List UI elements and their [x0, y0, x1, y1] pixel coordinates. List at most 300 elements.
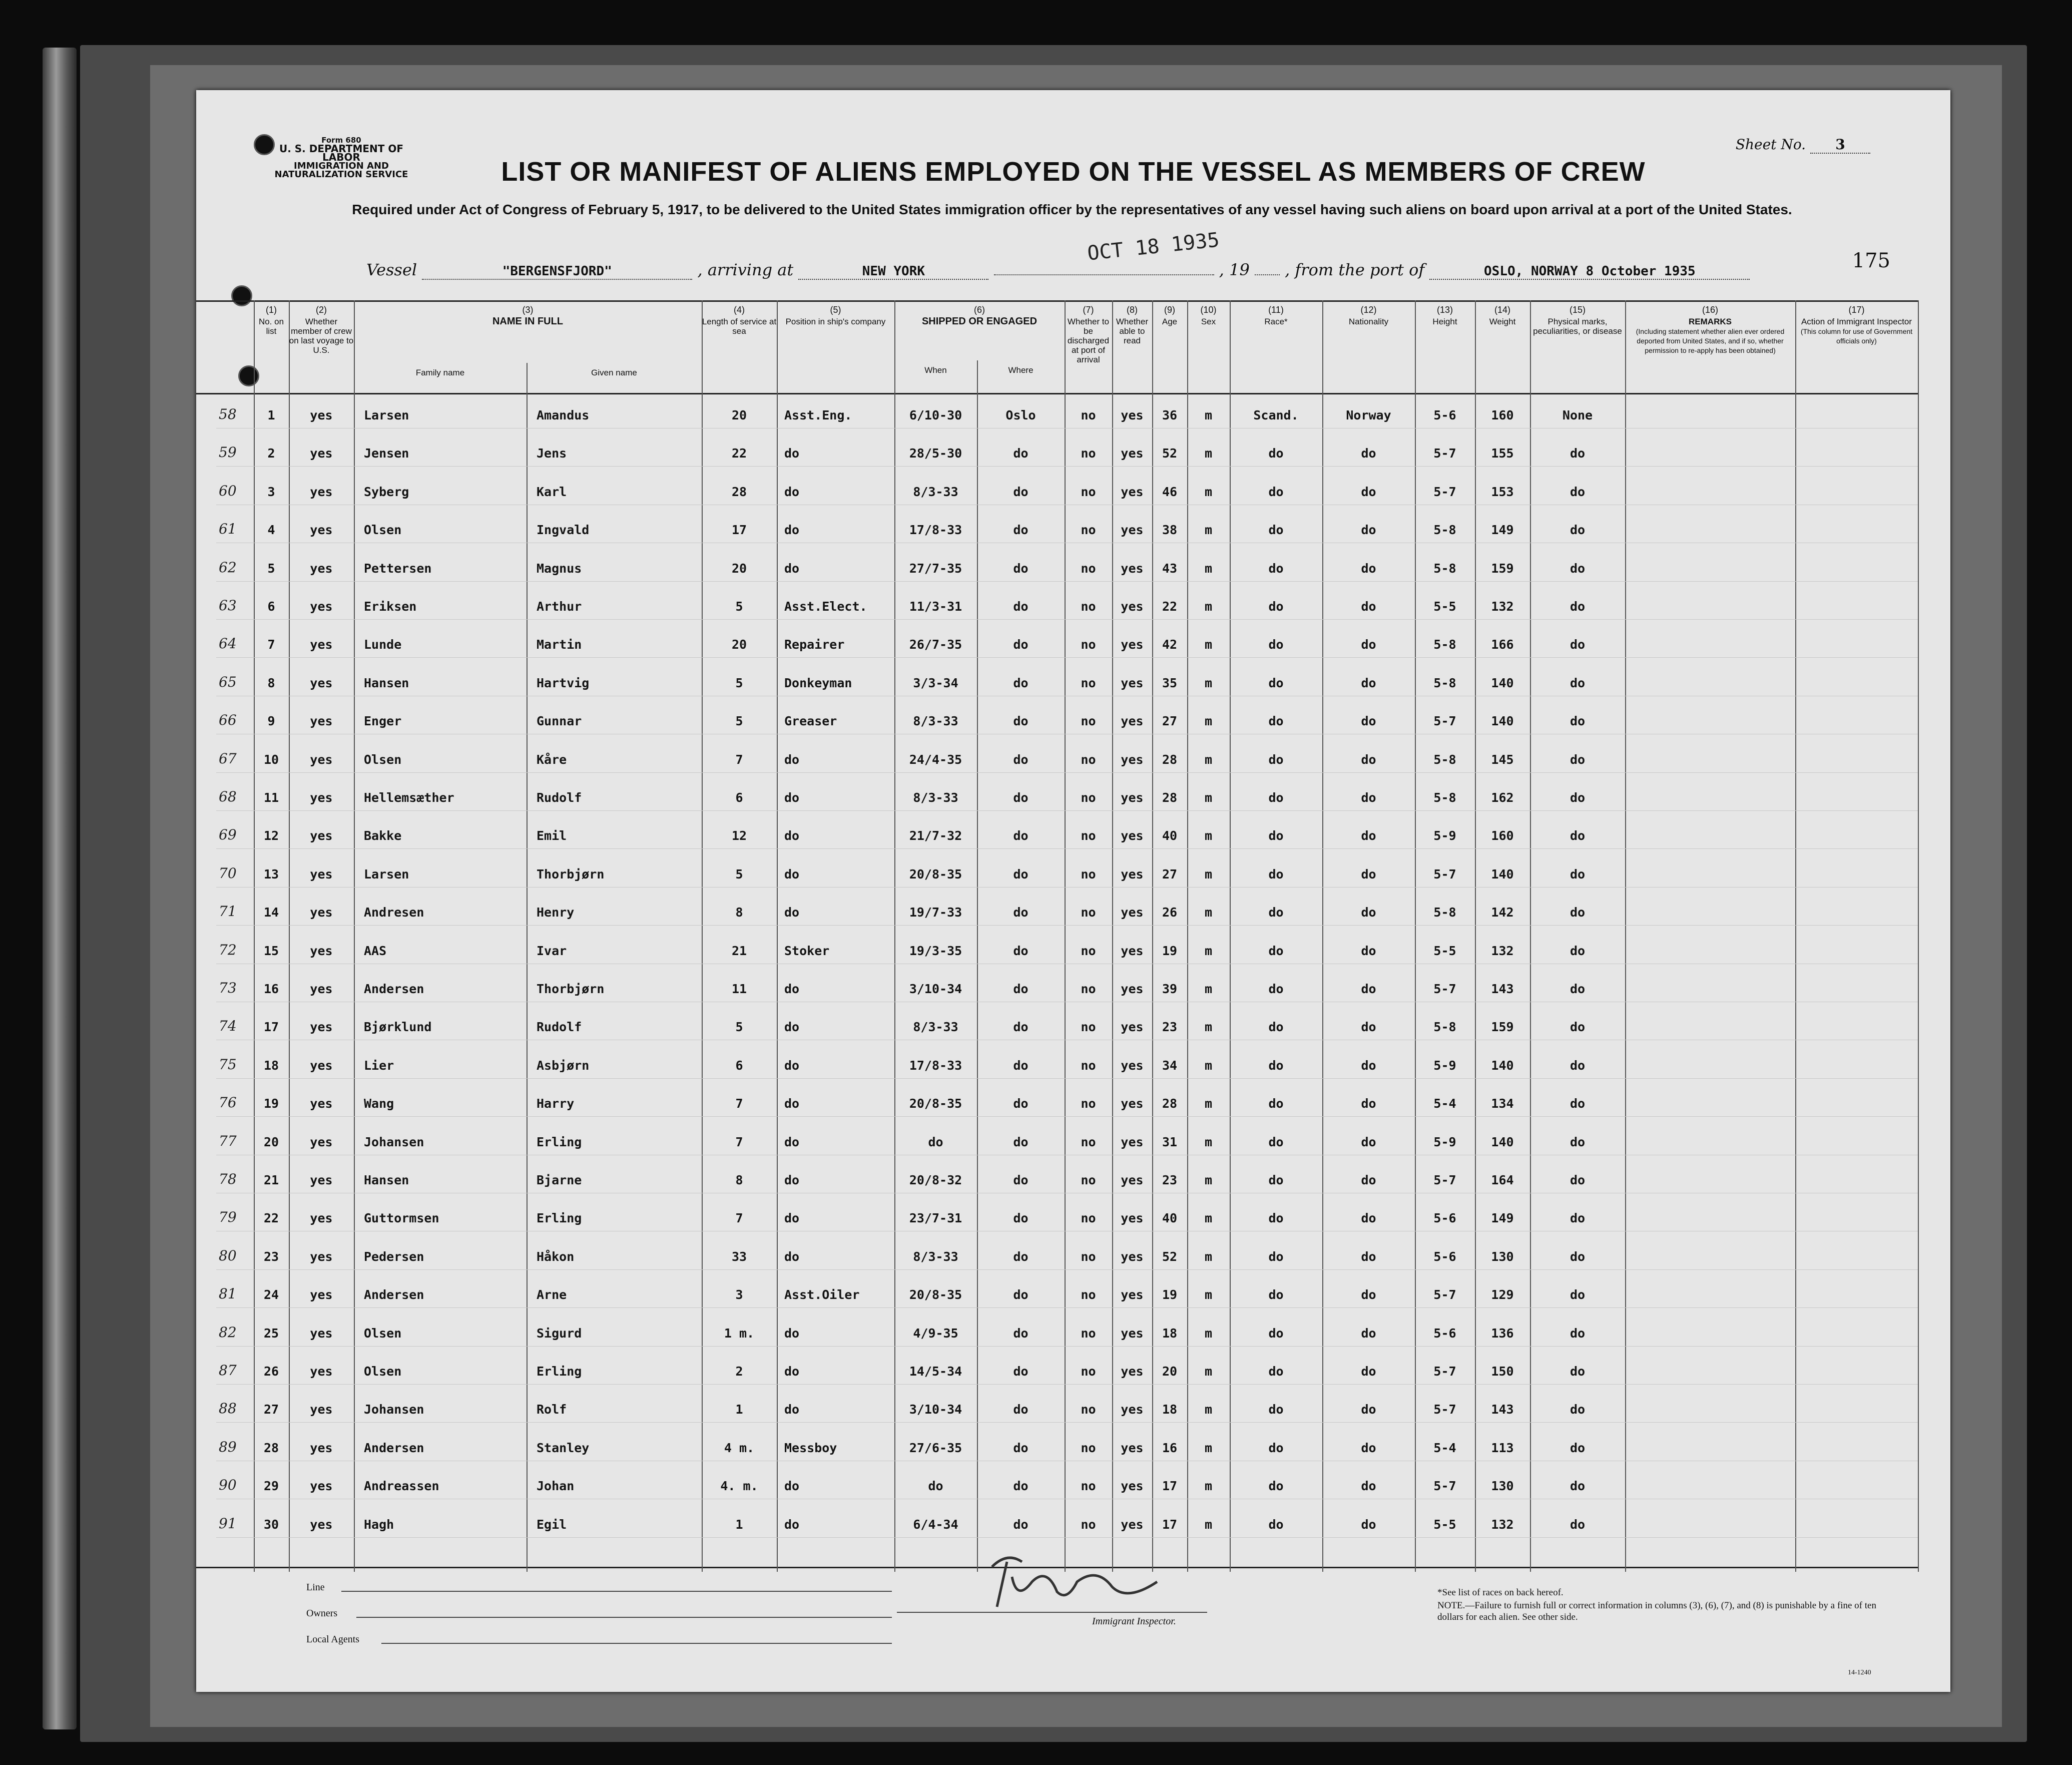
shipped-when: 17/8-33: [909, 1058, 962, 1073]
header-given-name: Given name: [591, 368, 637, 377]
given-name: Emil: [537, 828, 567, 843]
column-rule: [777, 300, 778, 1572]
family-name: Eriksen: [364, 599, 417, 614]
manifest-page: [196, 90, 1950, 1692]
weight: 142: [1491, 905, 1514, 920]
able-to-read: yes: [1121, 599, 1144, 614]
nationality: do: [1361, 790, 1376, 805]
shipped-when: 14/5-34: [909, 1364, 962, 1379]
sex: m: [1204, 408, 1213, 422]
able-to-read: yes: [1121, 1058, 1144, 1073]
given-name: Sigurd: [537, 1326, 582, 1341]
given-name: Kåre: [537, 752, 567, 767]
length-of-service: 4. m.: [720, 1479, 758, 1494]
list-number: 11: [263, 790, 279, 805]
shipped-when: 6/4-34: [913, 1517, 958, 1532]
header-position: (5) Position in ship's company: [785, 305, 886, 326]
header-physical-marks: (15) Physical marks, peculiarities, or disease: [1533, 305, 1622, 336]
race: do: [1268, 828, 1284, 843]
print-code: 14-1240: [1848, 1669, 1871, 1676]
ship-position: Stoker: [784, 943, 830, 958]
age: 27: [1162, 714, 1178, 729]
age: 28: [1162, 790, 1178, 805]
family-name: Enger: [364, 714, 402, 729]
height: 5-4: [1433, 1440, 1456, 1455]
family-name: Andersen: [364, 1440, 424, 1455]
length-of-service: 21: [731, 943, 747, 958]
shipped-when: 21/7-32: [909, 828, 962, 843]
height: 5-7: [1433, 1402, 1456, 1417]
age: 22: [1162, 599, 1178, 614]
header-discharged: (7) Whether to be discharged at port of arrival: [1067, 305, 1110, 364]
physical-marks: do: [1570, 1364, 1586, 1379]
shipped-when: 20/8-35: [909, 866, 962, 881]
length-of-service: 5: [735, 599, 743, 614]
family-name: Wang: [364, 1096, 394, 1111]
table-row: [216, 925, 1918, 926]
nationality: do: [1361, 637, 1376, 652]
family-name: Jensen: [364, 446, 409, 461]
nationality: do: [1361, 1287, 1376, 1302]
line-blank: [341, 1591, 892, 1592]
weight: 149: [1491, 1211, 1514, 1226]
vessel-label: Vessel: [366, 260, 417, 279]
physical-marks: do: [1570, 523, 1586, 538]
height: 5-7: [1433, 1287, 1456, 1302]
crew-last-voyage: yes: [310, 943, 333, 958]
discharged: no: [1081, 828, 1096, 843]
weight: 143: [1491, 1402, 1514, 1417]
height: 5-7: [1433, 1173, 1456, 1187]
manifest-line-number: 75: [219, 1056, 237, 1073]
shipped-where: do: [1013, 1517, 1028, 1532]
crew-last-voyage: yes: [310, 1440, 333, 1455]
race: do: [1268, 1402, 1284, 1417]
discharged: no: [1081, 675, 1096, 690]
manifest-line-number: 66: [219, 712, 237, 729]
race: do: [1268, 1440, 1284, 1455]
inspector-label: Immigrant Inspector.: [1092, 1616, 1176, 1627]
header-name-in-full: (3) NAME IN FULL: [492, 305, 564, 327]
race: do: [1268, 1287, 1284, 1302]
age: 16: [1162, 1440, 1178, 1455]
ship-position: Repairer: [784, 637, 845, 652]
able-to-read: yes: [1121, 446, 1144, 461]
age: 23: [1162, 1173, 1178, 1187]
height: 5-8: [1433, 637, 1456, 652]
manifest-line-number: 67: [219, 750, 237, 767]
shipped-when: 26/7-35: [909, 637, 962, 652]
race: do: [1268, 599, 1284, 614]
ship-position: do: [784, 752, 800, 767]
shipped-when: 20/8-32: [909, 1173, 962, 1187]
shipped-where: do: [1013, 714, 1028, 729]
ship-position: do: [784, 1326, 800, 1341]
able-to-read: yes: [1121, 484, 1144, 499]
given-name: Bjarne: [537, 1173, 582, 1187]
nationality: do: [1361, 982, 1376, 996]
manifest-line-number: 70: [219, 864, 237, 881]
ship-position: do: [784, 1211, 800, 1226]
list-number: 1: [267, 408, 275, 422]
length-of-service: 5: [735, 714, 743, 729]
discharged: no: [1081, 446, 1096, 461]
weight: 140: [1491, 1134, 1514, 1149]
height: 5-8: [1433, 561, 1456, 576]
discharged: no: [1081, 1020, 1096, 1035]
nationality: do: [1361, 828, 1376, 843]
nationality: do: [1361, 561, 1376, 576]
manifest-line-number: 88: [219, 1400, 237, 1417]
height: 5-7: [1433, 1364, 1456, 1379]
list-number: 7: [267, 637, 275, 652]
shipped-when: 23/7-31: [909, 1211, 962, 1226]
given-name: Ingvald: [537, 523, 590, 538]
shipped-where: do: [1013, 1058, 1028, 1073]
physical-marks: do: [1570, 1440, 1586, 1455]
family-name: Syberg: [364, 484, 409, 499]
sex: m: [1204, 1058, 1213, 1073]
able-to-read: yes: [1121, 943, 1144, 958]
header-able-to-read: (8) Whether able to read: [1116, 305, 1149, 345]
local-agents-label: Local Agents: [306, 1634, 360, 1645]
shipped-where: do: [1013, 599, 1028, 614]
header-bottom-rule: [196, 393, 1918, 394]
ship-position: do: [784, 1364, 800, 1379]
manifest-line-number: 78: [219, 1171, 237, 1187]
able-to-read: yes: [1121, 1096, 1144, 1111]
crew-last-voyage: yes: [310, 1326, 333, 1341]
shipped-where: do: [1013, 943, 1028, 958]
weight: 160: [1491, 828, 1514, 843]
height: 5-8: [1433, 790, 1456, 805]
ship-position: do: [784, 1479, 800, 1494]
ship-position: do: [784, 1173, 800, 1187]
discharged: no: [1081, 561, 1096, 576]
list-number: 28: [263, 1440, 279, 1455]
physical-marks: do: [1570, 982, 1586, 996]
crew-last-voyage: yes: [310, 637, 333, 652]
discharged: no: [1081, 943, 1096, 958]
age: 28: [1162, 1096, 1178, 1111]
weight: 166: [1491, 637, 1514, 652]
shipped-when: 17/8-33: [909, 523, 962, 538]
physical-marks: do: [1570, 1020, 1586, 1035]
manifest-line-number: 72: [219, 941, 237, 958]
sex: m: [1204, 1402, 1213, 1417]
crew-last-voyage: yes: [310, 790, 333, 805]
ship-position: do: [784, 1249, 800, 1264]
weight: 150: [1491, 1364, 1514, 1379]
ship-position: do: [784, 1402, 800, 1417]
family-name: Johansen: [364, 1134, 424, 1149]
family-name: Lier: [364, 1058, 394, 1073]
given-name: Magnus: [537, 561, 582, 576]
length-of-service: 17: [731, 523, 747, 538]
height: 5-7: [1433, 484, 1456, 499]
sheet-value: 3: [1810, 136, 1870, 154]
shipped-when: 27/6-35: [909, 1440, 962, 1455]
age: 39: [1162, 982, 1178, 996]
length-of-service: 1: [735, 1517, 743, 1532]
crew-last-voyage: yes: [310, 828, 333, 843]
list-number: 17: [263, 1020, 279, 1035]
ship-position: do: [784, 1134, 800, 1149]
manifest-line-number: 90: [219, 1477, 237, 1494]
weight: 149: [1491, 523, 1514, 538]
weight: 132: [1491, 599, 1514, 614]
race: do: [1268, 905, 1284, 920]
physical-marks: do: [1570, 790, 1586, 805]
manifest-line-number: 87: [219, 1362, 237, 1379]
age: 17: [1162, 1479, 1178, 1494]
race: Scand.: [1253, 408, 1299, 422]
age: 40: [1162, 1211, 1178, 1226]
from-label: , from the port of: [1285, 260, 1425, 279]
crew-last-voyage: yes: [310, 1364, 333, 1379]
physical-marks: do: [1570, 675, 1586, 690]
weight: 160: [1491, 408, 1514, 422]
weight: 132: [1491, 1517, 1514, 1532]
nationality: do: [1361, 1211, 1376, 1226]
discharged: no: [1081, 1364, 1096, 1379]
discharged: no: [1081, 1287, 1096, 1302]
able-to-read: yes: [1121, 1440, 1144, 1455]
length-of-service: 8: [735, 905, 743, 920]
family-name: Bjørklund: [364, 1020, 432, 1035]
height: 5-6: [1433, 1211, 1456, 1226]
shipped-where: do: [1013, 1440, 1028, 1455]
shipped-when: 3/3-34: [913, 675, 958, 690]
family-name: Johansen: [364, 1402, 424, 1417]
height: 5-8: [1433, 675, 1456, 690]
length-of-service: 7: [735, 1096, 743, 1111]
shipped-when: 6/10-30: [909, 408, 962, 422]
given-name: Erling: [537, 1364, 582, 1379]
discharged: no: [1081, 599, 1096, 614]
race: do: [1268, 1364, 1284, 1379]
form-number: Form 680: [321, 136, 361, 145]
given-name: Rudolf: [537, 1020, 582, 1035]
list-number: 10: [263, 752, 279, 767]
nationality: do: [1361, 446, 1376, 461]
family-name: AAS: [364, 943, 387, 958]
crew-last-voyage: yes: [310, 1096, 333, 1111]
shipped-where: do: [1013, 1096, 1028, 1111]
service-name: IMMIGRATION AND NATURALIZATION SERVICE: [274, 161, 408, 180]
shipped-where: do: [1013, 790, 1028, 805]
age: 46: [1162, 484, 1178, 499]
nationality: do: [1361, 1020, 1376, 1035]
weight: 113: [1491, 1440, 1514, 1455]
crew-last-voyage: yes: [310, 599, 333, 614]
age: 19: [1162, 1287, 1178, 1302]
list-number: 23: [263, 1249, 279, 1264]
shipped-where: do: [1013, 828, 1028, 843]
manifest-line-number: 65: [219, 673, 237, 690]
shipped-where: do: [1013, 484, 1028, 499]
shipped-where: do: [1013, 1211, 1028, 1226]
manifest-line-number: 80: [219, 1247, 237, 1264]
age: 36: [1162, 408, 1178, 422]
column-rule: [1918, 300, 1919, 1572]
given-name: Egil: [537, 1517, 567, 1532]
document-title: LIST OR MANIFEST OF ALIENS EMPLOYED ON THE VESSEL AS MEMBERS OF CREW: [501, 157, 1646, 187]
sex: m: [1204, 561, 1213, 576]
length-of-service: 3: [735, 1287, 743, 1302]
shipped-where: do: [1013, 1020, 1028, 1035]
manifest-line-number: 59: [219, 444, 237, 461]
list-number: 2: [267, 446, 275, 461]
nationality: do: [1361, 1364, 1376, 1379]
crew-last-voyage: yes: [310, 1134, 333, 1149]
shipped-when: 4/9-35: [913, 1326, 958, 1341]
given-name: Håkon: [537, 1249, 575, 1264]
sex: m: [1204, 905, 1213, 920]
manifest-line-number: 82: [219, 1323, 237, 1341]
given-name: Erling: [537, 1134, 582, 1149]
height: 5-5: [1433, 943, 1456, 958]
ship-position: Donkeyman: [784, 675, 852, 690]
crew-last-voyage: yes: [310, 1173, 333, 1187]
shipped-when: 8/3-33: [913, 484, 958, 499]
height: 5-4: [1433, 1096, 1456, 1111]
length-of-service: 5: [735, 675, 743, 690]
nationality: do: [1361, 599, 1376, 614]
crew-last-voyage: yes: [310, 905, 333, 920]
manifest-line-number: 73: [219, 980, 237, 996]
header-sex: (10) Sex: [1200, 305, 1217, 326]
shipped-where: do: [1013, 1173, 1028, 1187]
list-number: 29: [263, 1479, 279, 1494]
sex: m: [1204, 828, 1213, 843]
length-of-service: 20: [731, 637, 747, 652]
shipped-when: 8/3-33: [913, 1020, 958, 1035]
length-of-service: 8: [735, 1173, 743, 1187]
shipped-when: 28/5-30: [909, 446, 962, 461]
given-name: Thorbjørn: [537, 982, 605, 996]
able-to-read: yes: [1121, 1020, 1144, 1035]
crew-last-voyage: yes: [310, 523, 333, 538]
ship-position: do: [784, 866, 800, 881]
nationality: do: [1361, 866, 1376, 881]
given-name: Gunnar: [537, 714, 582, 729]
shipped-when: 20/8-35: [909, 1096, 962, 1111]
table-row: [216, 1537, 1918, 1538]
able-to-read: yes: [1121, 675, 1144, 690]
length-of-service: 11: [731, 982, 747, 996]
height: 5-8: [1433, 1020, 1456, 1035]
able-to-read: yes: [1121, 905, 1144, 920]
discharged: no: [1081, 1440, 1096, 1455]
age: 18: [1162, 1402, 1178, 1417]
table-row: [216, 1116, 1918, 1117]
discharged: no: [1081, 1402, 1096, 1417]
year-blank: [1255, 274, 1280, 275]
given-name: Harry: [537, 1096, 575, 1111]
header-height: (13) Height: [1432, 305, 1457, 326]
owners-label: Owners: [306, 1608, 338, 1619]
crew-last-voyage: yes: [310, 982, 333, 996]
race: do: [1268, 790, 1284, 805]
list-number: 14: [263, 905, 279, 920]
sex: m: [1204, 866, 1213, 881]
nationality: do: [1361, 1134, 1376, 1149]
list-number: 9: [267, 714, 275, 729]
age: 52: [1162, 1249, 1178, 1264]
manifest-line-number: 77: [219, 1132, 237, 1149]
nationality: do: [1361, 714, 1376, 729]
nationality: do: [1361, 1440, 1376, 1455]
manifest-line-number: 60: [219, 482, 237, 499]
list-number: 16: [263, 982, 279, 996]
list-number: 4: [267, 523, 275, 538]
sex: m: [1204, 982, 1213, 996]
nationality: do: [1361, 675, 1376, 690]
owners-blank: [356, 1617, 892, 1618]
family-name: Pettersen: [364, 561, 432, 576]
crew-last-voyage: yes: [310, 675, 333, 690]
list-number: 12: [263, 828, 279, 843]
race: do: [1268, 1326, 1284, 1341]
inspector-signature: [947, 1547, 1307, 1612]
shipped-when: do: [928, 1134, 943, 1149]
race: do: [1268, 1058, 1284, 1073]
length-of-service: 20: [731, 561, 747, 576]
shipped-where: do: [1013, 1249, 1028, 1264]
weight: 140: [1491, 1058, 1514, 1073]
nationality: do: [1361, 1058, 1376, 1073]
height: 5-9: [1433, 828, 1456, 843]
family-name: Pedersen: [364, 1249, 424, 1264]
ship-position: do: [784, 982, 800, 996]
discharged: no: [1081, 752, 1096, 767]
weight: 132: [1491, 943, 1514, 958]
ship-position: Asst.Oiler: [784, 1287, 860, 1302]
shipped-when: 8/3-33: [913, 714, 958, 729]
shipped-where: Oslo: [1005, 408, 1036, 422]
list-number: 20: [263, 1134, 279, 1149]
table-row: [216, 1078, 1918, 1079]
length-of-service: 5: [735, 866, 743, 881]
column-rule: [354, 300, 355, 1572]
manifest-line-number: 79: [219, 1209, 237, 1226]
crew-last-voyage: yes: [310, 1058, 333, 1073]
race: do: [1268, 484, 1284, 499]
height: 5-6: [1433, 1326, 1456, 1341]
column-rule: [527, 363, 528, 1572]
sex: m: [1204, 790, 1213, 805]
family-name: Larsen: [364, 408, 409, 422]
able-to-read: yes: [1121, 523, 1144, 538]
weight: 140: [1491, 866, 1514, 881]
race: do: [1268, 982, 1284, 996]
list-number: 21: [263, 1173, 279, 1187]
column-rule: [977, 360, 978, 1572]
height: 5-8: [1433, 752, 1456, 767]
physical-marks: do: [1570, 1402, 1586, 1417]
age: 43: [1162, 561, 1178, 576]
sex: m: [1204, 943, 1213, 958]
manifest-line-number: 69: [219, 826, 237, 843]
race: do: [1268, 1134, 1284, 1149]
height: 5-9: [1433, 1058, 1456, 1073]
ship-position: do: [784, 1020, 800, 1035]
local-agents-blank: [381, 1643, 892, 1644]
ship-position: do: [784, 828, 800, 843]
age: 26: [1162, 905, 1178, 920]
shipped-where: do: [1013, 561, 1028, 576]
